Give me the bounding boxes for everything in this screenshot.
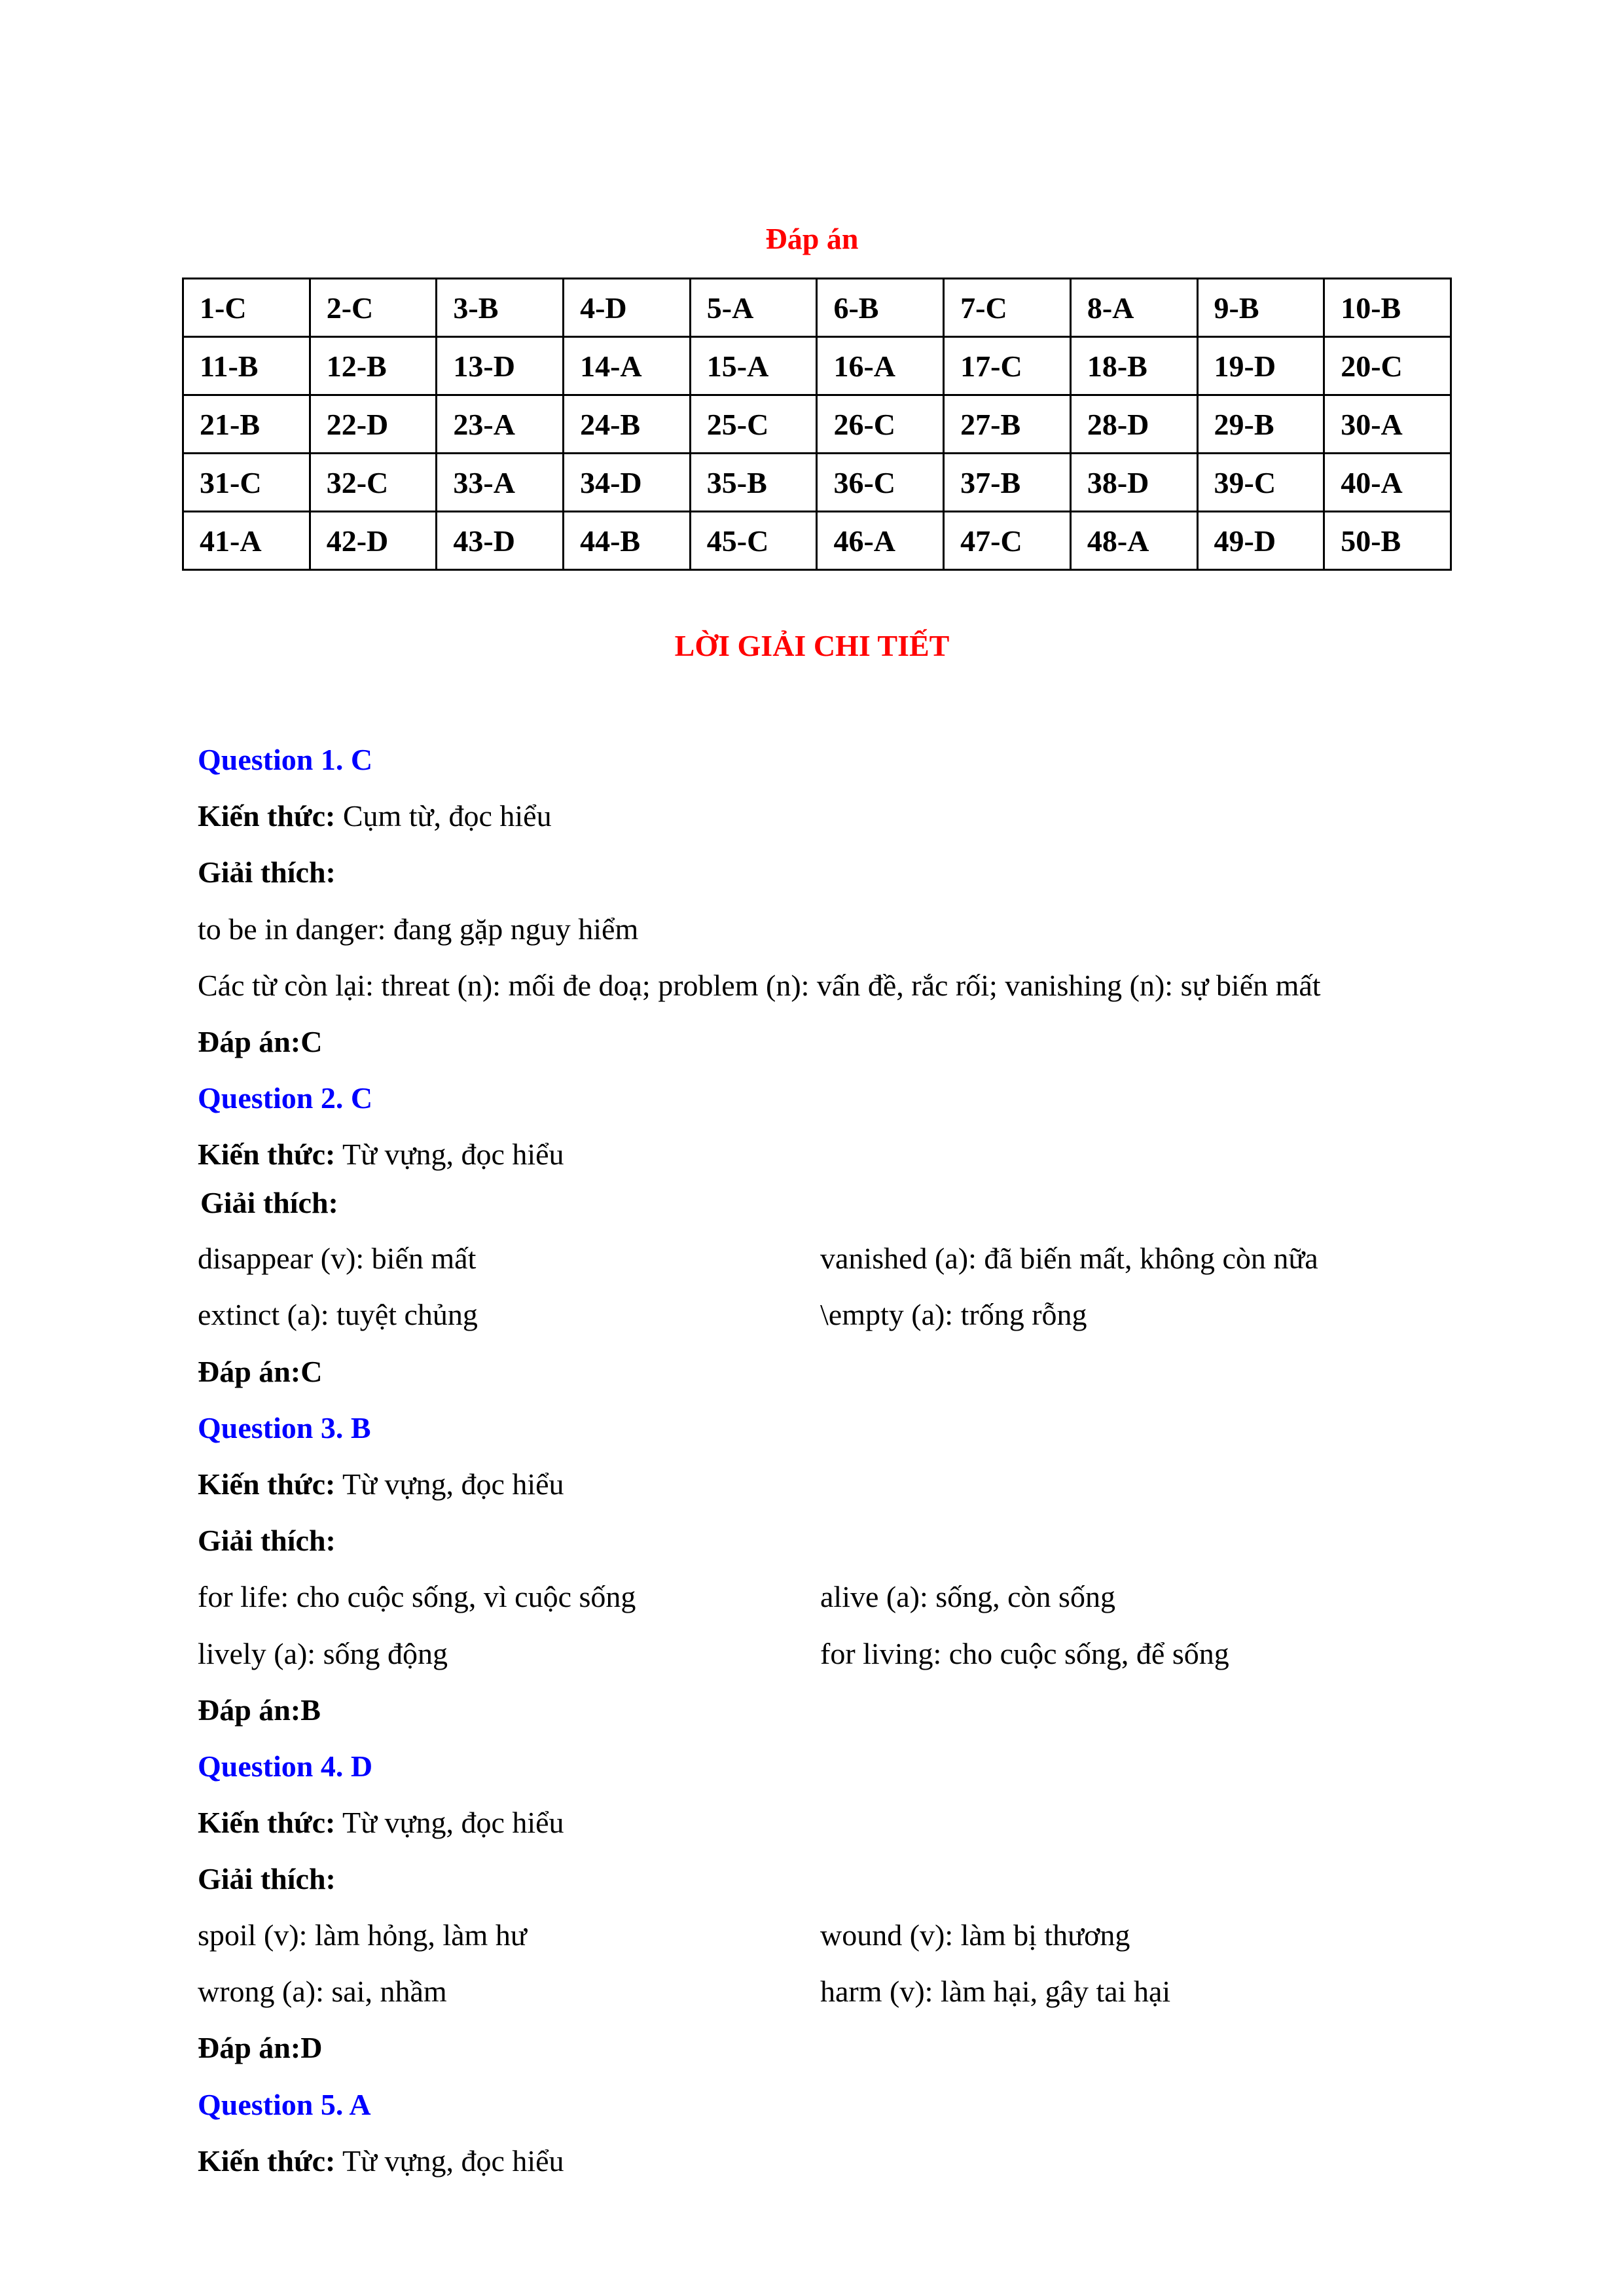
answer-cell: 25-C	[690, 395, 817, 454]
question-2-explanation-label: Giải thích:	[200, 1186, 338, 1219]
question-3-option-left: lively (a): sống động	[198, 1637, 448, 1670]
answer-cell: 23-A	[437, 395, 564, 454]
answer-cell: 47-C	[944, 512, 1071, 570]
question-1-answer	[198, 1024, 322, 1060]
question-3-option-right: alive (a): sống, còn sống	[820, 1580, 1115, 1613]
knowledge-value: Từ vựng, đọc hiểu	[335, 2144, 564, 2178]
answer-cell: 7-C	[944, 279, 1071, 337]
question-1-knowledge	[198, 798, 552, 834]
knowledge-value: Từ vựng, đọc hiểu	[335, 1467, 564, 1501]
answer-cell: 9-B	[1197, 279, 1324, 337]
answer-cell: 4-D	[564, 279, 691, 337]
question-4-explanation-label: Giải thích:	[198, 1862, 336, 1895]
answer-cell: 48-A	[1070, 512, 1197, 570]
knowledge-label: Kiến thức:	[198, 1467, 336, 1501]
question-4-knowledge	[198, 1804, 564, 1841]
question-2-heading: Question 2. C	[198, 1081, 373, 1115]
answer-cell: 24-B	[564, 395, 691, 454]
answer-value: C	[300, 1025, 323, 1058]
answer-cell: 21-B	[183, 395, 310, 454]
knowledge-label: Kiến thức:	[198, 2144, 336, 2178]
answer-cell: 40-A	[1324, 454, 1451, 512]
answer-cell: 50-B	[1324, 512, 1451, 570]
question-2-option-left: disappear (v): biến mất	[198, 1242, 477, 1275]
table-row	[183, 337, 1451, 395]
answer-cell: 31-C	[183, 454, 310, 512]
answer-cell: 3-B	[437, 279, 564, 337]
question-4-answer	[198, 2030, 322, 2066]
question-2-option-right: vanished (a): đã biến mất, không còn nữa	[820, 1242, 1318, 1275]
answer-cell: 38-D	[1070, 454, 1197, 512]
knowledge-label: Kiến thức:	[198, 799, 336, 833]
answer-cell: 46-A	[817, 512, 944, 570]
answer-cell: 16-A	[817, 337, 944, 395]
answer-cell: 27-B	[944, 395, 1071, 454]
detailed-solution-title: LỜI GIẢI CHI TIẾT	[674, 629, 950, 662]
question-1-heading: Question 1. C	[198, 743, 373, 776]
knowledge-value: Từ vựng, đọc hiểu	[335, 1806, 564, 1839]
answer-cell: 22-D	[310, 395, 437, 454]
answer-cell: 44-B	[564, 512, 691, 570]
answer-cell: 34-D	[564, 454, 691, 512]
question-1-explanation-line: Các từ còn lại: threat (n): mối đe doạ; problem (n): vấn đề, rắc rối; vanishing (n): sự biến mất	[198, 969, 1321, 1002]
table-row	[183, 395, 1451, 454]
table-row	[183, 512, 1451, 570]
knowledge-value: Cụm từ, đọc hiểu	[335, 799, 552, 833]
question-1-explanation-line: to be in danger: đang gặp nguy hiểm	[198, 912, 639, 946]
question-5-heading: Question 5. A	[198, 2088, 371, 2121]
answer-cell: 5-A	[690, 279, 817, 337]
answer-cell: 35-B	[690, 454, 817, 512]
answer-cell: 11-B	[183, 337, 310, 395]
answer-cell: 15-A	[690, 337, 817, 395]
answer-cell: 43-D	[437, 512, 564, 570]
question-2-option-right: \empty (a): trống rỗng	[820, 1298, 1087, 1331]
answer-cell: 20-C	[1324, 337, 1451, 395]
question-4-option-left: wrong (a): sai, nhầm	[198, 1975, 447, 2008]
knowledge-label: Kiến thức:	[198, 1806, 336, 1839]
answer-cell: 17-C	[944, 337, 1071, 395]
question-3-option-right: for living: cho cuộc sống, để sống	[820, 1637, 1229, 1670]
answer-cell: 1-C	[183, 279, 310, 337]
answer-cell: 6-B	[817, 279, 944, 337]
answer-value: D	[300, 2031, 323, 2064]
question-4-option-right: harm (v): làm hại, gây tai hại	[820, 1975, 1171, 2008]
answer-cell: 30-A	[1324, 395, 1451, 454]
knowledge-label: Kiến thức:	[198, 1138, 336, 1171]
answer-cell: 37-B	[944, 454, 1071, 512]
answer-cell: 14-A	[564, 337, 691, 395]
answer-label: Đáp án:	[198, 2031, 301, 2064]
answer-cell: 41-A	[183, 512, 310, 570]
table-row	[183, 279, 1451, 337]
question-2-option-left: extinct (a): tuyệt chủng	[198, 1298, 478, 1331]
answer-cell: 29-B	[1197, 395, 1324, 454]
question-3-heading: Question 3. B	[198, 1411, 371, 1444]
answer-cell: 10-B	[1324, 279, 1451, 337]
answer-cell: 32-C	[310, 454, 437, 512]
answer-value: C	[300, 1355, 323, 1388]
answer-key-table	[182, 278, 1452, 571]
answer-cell: 49-D	[1197, 512, 1324, 570]
question-1-explanation-label: Giải thích:	[198, 855, 336, 889]
question-4-heading: Question 4. D	[198, 1749, 373, 1783]
answer-cell: 18-B	[1070, 337, 1197, 395]
answer-cell: 2-C	[310, 279, 437, 337]
answer-label: Đáp án:	[198, 1025, 301, 1058]
question-2-answer	[198, 1354, 322, 1390]
answer-key-title: Đáp án	[765, 222, 859, 255]
answer-cell: 13-D	[437, 337, 564, 395]
answer-label: Đáp án:	[198, 1693, 301, 1727]
question-5-knowledge	[198, 2143, 564, 2179]
question-4-option-left: spoil (v): làm hỏng, làm hư	[198, 1918, 527, 1952]
answer-cell: 36-C	[817, 454, 944, 512]
knowledge-value: Từ vựng, đọc hiểu	[335, 1138, 564, 1171]
answer-cell: 8-A	[1070, 279, 1197, 337]
question-3-knowledge	[198, 1466, 564, 1503]
answer-cell: 26-C	[817, 395, 944, 454]
answer-cell: 39-C	[1197, 454, 1324, 512]
answer-label: Đáp án:	[198, 1355, 301, 1388]
question-3-answer	[198, 1692, 321, 1729]
question-2-knowledge	[198, 1136, 564, 1173]
answer-cell: 33-A	[437, 454, 564, 512]
answer-cell: 12-B	[310, 337, 437, 395]
question-4-option-right: wound (v): làm bị thương	[820, 1918, 1130, 1952]
question-3-explanation-label: Giải thích:	[198, 1524, 336, 1557]
table-row	[183, 454, 1451, 512]
answer-cell: 42-D	[310, 512, 437, 570]
answer-cell: 28-D	[1070, 395, 1197, 454]
answer-cell: 19-D	[1197, 337, 1324, 395]
answer-cell: 45-C	[690, 512, 817, 570]
answer-value: B	[300, 1693, 321, 1727]
question-3-option-left: for life: cho cuộc sống, vì cuộc sống	[198, 1580, 636, 1613]
